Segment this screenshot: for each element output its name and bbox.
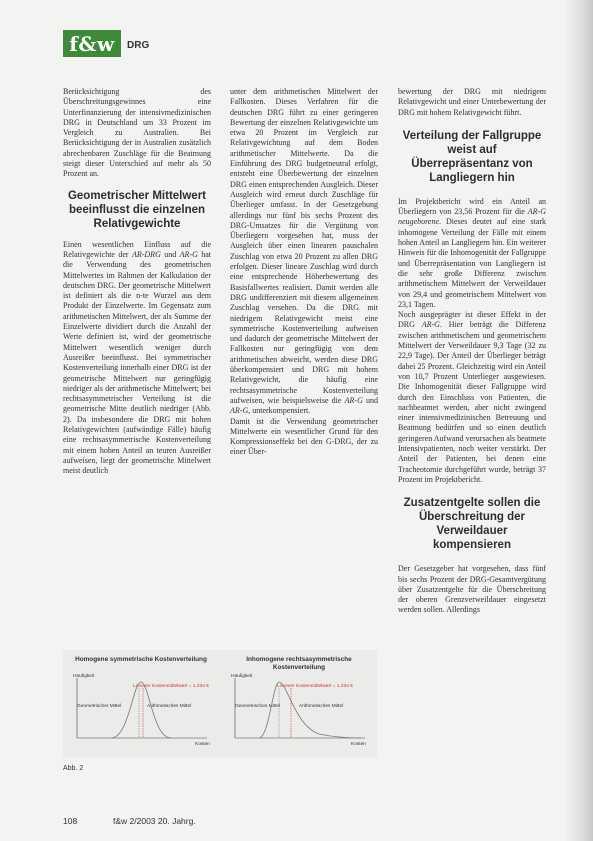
paragraph: Berücksichtigung des Überschreitungsgewinnes eine Unterfinanzierung der intensivmedizinischen DRG in Deutschland um 33 Prozent im Vergleich zu Australien. Bei Berücksichtigung der in Australien zusätzlich abrechenbaren Zuschläge für die Beatmung steigt dieser Unterschied auf mehr als 50 Prozent an. — [63, 87, 211, 179]
text-column-left — [63, 87, 211, 477]
figure-cost-distribution — [63, 650, 377, 757]
y-axis-label: Häufigkeit — [231, 674, 253, 679]
journal-issue: f&w 2/2003 20. Jahrg. — [113, 816, 196, 826]
panel-title: Inhomogene rechtsasymmetrische Kostenverteilung — [246, 656, 352, 671]
figure-caption: Abb. 2 — [63, 765, 84, 772]
page-number: 108 — [63, 816, 78, 826]
section-heading: Verteilung der Fallgruppe weist auf Überrepräsentanz von Langliegern hin — [402, 129, 542, 184]
journal-logo: f&w — [63, 30, 121, 57]
section-label: DRG — [127, 40, 150, 51]
text-column-middle — [230, 87, 378, 458]
panel-symmetric-distribution — [71, 656, 211, 750]
paragraph: Damit ist die Verwendung geometrischer Mittelwerte ein wesentlicher Grund für den Kompressionseffekt bei den G-DRG, der zu einer Über- — [230, 416, 378, 457]
arith-mean-label: Linearer Kostenmittelwert = 1.234 € — [133, 684, 209, 689]
paragraph: bewertung der DRG mit niedrigem Relativgewicht und einer Unterbewertung der DRG mit hohem Relativgewicht führt. — [398, 87, 546, 117]
section-heading: Zusatzentgelte sollen die Überschreitung der Verweildauer kompensieren — [403, 497, 541, 552]
distribution-curve — [259, 682, 361, 738]
page-gutter-shadow — [563, 0, 593, 841]
section-heading: Geometrischer Mittelwert beeinflusst die einzelnen Relativgewichte — [67, 189, 207, 230]
geo-mean-label: Geometrisches Mittel — [235, 704, 281, 709]
x-axis-label: Kosten — [351, 742, 366, 747]
distribution-plot-symmetric — [71, 676, 211, 742]
paragraph: Einen wesentlichen Einfluss auf die Relativgewichte der AR-DRG und AR-G hat die Verwendung des geometrischen Mittelwertes im Rahmen der Kalkulation der deutschen DRG. Der geometrische Mittelwert ist definiert als die n-te Wurzel aus dem Produkt der Einzelwerte. Im Gegensatz zum arithmetischen Mittelwert, der als Summe der Einzelwerte dividiert durch die Anzahl der Werte definiert ist, wird der geometrische Mittelwert wesentlich weniger durch Ausreißer beeinflusst. Bei symmetrischer Kostenverteilung innerhalb einer DRG ist der geometrische Mittelwert nur geringfügig niedriger als der arithmetische Mittelwert; bei rechtsasymmetrischer Verteilung ist die geometrische Mitte deutlich niedriger (Abb. 2). Da insbesondere die DRG mit hohen Relativgewichten (aufwändige Fälle) häufig eine rechtsasymmetrische Kostenverteilung mit einem hohen Anteil an teuren Ausreißer aufweisen, liegt der geometrische Mittelwert meist deutlich — [63, 239, 211, 476]
text-column-right — [398, 87, 546, 616]
distribution-plot-asymmetric — [229, 676, 369, 742]
y-axis-label: Häufigkeit — [73, 674, 95, 679]
arith-mean-label: Linearer Kostenmittelwert = 1.234 € — [277, 684, 353, 689]
distribution-curve — [111, 682, 171, 738]
paragraph: Der Gesetzgeber hat vorgesehen, dass fünf bis sechs Prozent der DRG-Gesamtvergütung über Zusatzentgelte für die Überschreitung der oberen Grenzverweildauer eingesetzt werden sollen. Allerdings — [398, 564, 546, 615]
geo-mean-label: Geometrischer Mittel — [77, 704, 122, 709]
paragraph: Im Projektbericht wird ein Anteil an Überliegern von 23,56 Prozent für die AR-G neugeborene. Dieses deutet auf eine stark inhomogene Verteilung der Fälle mit einem hohen Anteil an Langliegern hin. Ein weiterer Hinweis für die Inhomogenität der Fallgruppe und Überrepräsentation von Langliegern ist die sehr große Differenz zwischen arithmetischem Mittelwert der Verweildauer von 29,4 und geometrischem Mittelwert von 23,1 Tagen. — [398, 196, 546, 309]
panel-title: Homogene symmetrische Kostenverteilung — [75, 656, 207, 663]
paragraph: Noch ausgeprägter ist dieser Effekt in der DRG AR-G. Hier beträgt die Differenz zwischen arithmetischem und geometrischem Mittelwert der Verweildauer 9,3 Tage (32 zu 22,9 Tage). Der Anteil der Überlieger beträgt dabei 25 Prozent. Gleichzeitig wird ein Anteil von 10,7 Prozent Unterlieger ausgewiesen. Die Inhomogenität dieser Fallgruppe wird durch den Einschluss von Patienten, die nachbeatmet werden, aber nicht zwingend einer intensivmedizinischen Betreuung und Beatmung bedürfen und so einen deutlich geringeren Aufwand verursachen als beatmete Intensivpatienten, noch weiter verstärkt. Der Anteil der Patienten, bei denen eine Tracheotomie durchgeführt wurde, beträgt 37 Prozent im Projektbericht. — [398, 310, 547, 484]
arith-marker-label: Arithmetisches Mittel — [147, 704, 192, 709]
paragraph: unter dem arithmetischen Mittelwert der Fallkosten. Dieses Verfahren für die deutschen DRG führt zu einer geringeren Bewertung der einzelnen Relativgewichte um etwa 20 Prozent im Vergleich zur Relativgewichtung auf dem Boden arithmetischer Mittelwerte. Da die Einführung des DRG budgetneutral erfolgt, entsteht eine Überbewertung der einzelnen DRG einen entsprechenden Ausgleich. Dieser Ausgleich wird erneut durch Zuschläge für Überlieger umfasst. In der Gesetzgebung allerdings nur fünf bis sechs Prozent des DRG-Umsatzes für die Vergütung von Überliegern vorgesehen hat, muss der Ausgleich über einen linearen pauschalen Zuschlag von etwa 20 Prozent zu allen DRG erfolgen. Dieser lineare Zuschlag wird durch eine entsprechende Höherbewertung des Basisfallwertes realisiert. Damit werden alle DRG undifferenziert mit diesem allgemeinen Zuschlag versehen. Da die DRG mit niedrigem Relativgewicht meist eine symmetrische Kostenverteilung aufweisen und dadurch der geometrische Mittelwert der Fallkosten nur geringfügig von dem arithmetischen abweicht, werden diese DRG überkompensiert und DRG mit hohem Relativgewicht, die häufig eine rechtsasymmetrische Kostenverteilung aufweisen, wie beispielsweise die AR-G und AR-G, unterkompensiert. — [230, 87, 379, 416]
panel-asymmetric-distribution — [229, 656, 369, 750]
arith-marker-label: Arithmetisches Mittel — [299, 704, 344, 709]
x-axis-label: Kosten — [195, 742, 210, 747]
